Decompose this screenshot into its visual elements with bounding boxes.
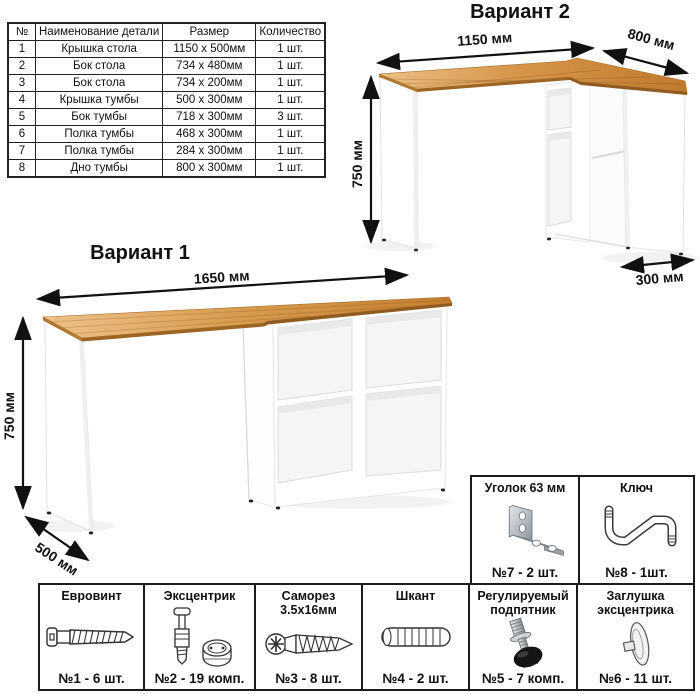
variant2-width-label: 1150 мм [456, 29, 513, 49]
hardware-count: №1 - 6 шт. [58, 671, 125, 686]
part-name: Полка тумбы [36, 126, 163, 143]
cam-cap-icon [613, 617, 659, 671]
hardware-title: Эксцентрик [163, 589, 236, 603]
table-row [8, 126, 325, 143]
variant1-height-label: 750 мм [1, 392, 17, 440]
part-qty: 1 шт. [256, 160, 326, 178]
hardware-title: Шкант [395, 589, 436, 603]
part-num: 8 [8, 160, 36, 178]
part-name: Полка тумбы [36, 143, 163, 160]
parts-table-header [8, 23, 325, 41]
hardware-bottom-row [38, 583, 695, 691]
table-row [8, 143, 325, 160]
variant2-return-label: 800 мм [626, 25, 677, 54]
variant1-drawing [1, 267, 470, 580]
cam-lock-icon [157, 603, 243, 671]
table-row [8, 58, 325, 75]
hardware-title: Заглушка эксцентрика [597, 589, 674, 617]
part-size: 468 x 300мм [163, 126, 256, 143]
part-qty: 1 шт. [256, 75, 326, 92]
part-num: 2 [8, 58, 36, 75]
part-name: Бок стола [36, 75, 163, 92]
header-name: Наименование детали [36, 23, 163, 41]
part-num: 4 [8, 92, 36, 109]
part-size: 1150 x 500мм [163, 41, 256, 58]
variant2-height-label: 750 мм [349, 140, 365, 188]
part-size: 718 x 300мм [163, 109, 256, 126]
part-name: Дно тумбы [36, 160, 163, 178]
hardware-count: №8 - 1шт. [605, 565, 668, 580]
table-row [8, 160, 325, 178]
variant2-depth-label: 300 мм [634, 267, 685, 289]
table-row [8, 109, 325, 126]
part-num: 5 [8, 109, 36, 126]
part-name: Бок тумбы [36, 109, 163, 126]
hardware-cell-hex-key [578, 475, 695, 585]
table-row [8, 75, 325, 92]
variant2-desk-top [379, 58, 687, 95]
part-qty: 3 шт. [256, 109, 326, 126]
table-row [8, 92, 325, 109]
hardware-cell-adjustable-foot [468, 583, 578, 691]
dowel-icon [376, 603, 456, 671]
hardware-top-cells [470, 475, 695, 585]
hardware-title: Уголок 63 мм [484, 481, 566, 495]
euro-screw-icon [45, 603, 139, 671]
header-num: № [8, 23, 36, 41]
part-num: 1 [8, 41, 36, 58]
hardware-cell-cam-lock [143, 583, 256, 691]
hardware-cell-euro-screw [38, 583, 145, 691]
variant1-width-label: 1650 мм [193, 267, 251, 287]
parts-table [7, 22, 326, 178]
part-size: 500 x 300мм [163, 92, 256, 109]
variant2-drawing [349, 25, 700, 290]
variant2-desk-body [366, 76, 698, 264]
table-row [8, 41, 325, 58]
variant1-title: Вариант 1 [90, 242, 190, 264]
hardware-title: Регулируемый подпятник [477, 589, 569, 617]
part-qty: 1 шт. [256, 41, 326, 58]
hardware-cell-cam-cap [576, 583, 695, 691]
self-tapping-screw-icon [263, 617, 355, 671]
hex-key-icon [593, 495, 681, 565]
part-num: 3 [8, 75, 36, 92]
part-size: 800 x 300мм [163, 160, 256, 178]
hardware-cell-dowel [361, 583, 470, 691]
adjustable-foot-icon [490, 617, 556, 671]
part-qty: 1 шт. [256, 143, 326, 160]
hardware-title: Саморез 3.5x16мм [280, 589, 337, 617]
variant2-title: Вариант 2 [470, 1, 570, 23]
hardware-cell-self-screw [254, 583, 363, 691]
hardware-count: №2 - 19 комп. [154, 671, 245, 686]
hardware-count: №4 - 2 шт. [382, 671, 449, 686]
part-size: 284 x 300мм [163, 143, 256, 160]
hardware-title: Евровинт [61, 589, 122, 603]
header-qty: Количество [256, 23, 326, 41]
corner-bracket-icon [480, 495, 570, 565]
hardware-cell-corner-bracket [470, 475, 580, 585]
part-num: 6 [8, 126, 36, 143]
part-size: 734 x 480мм [163, 58, 256, 75]
part-name: Крышка тумбы [36, 92, 163, 109]
hardware-count: №5 - 7 комп. [481, 671, 565, 686]
part-qty: 1 шт. [256, 58, 326, 75]
hardware-count: №3 - 8 шт. [275, 671, 342, 686]
hardware-count: №6 - 11 шт. [598, 671, 672, 686]
part-name: Бок стола [36, 58, 163, 75]
hardware-title: Ключ [619, 481, 654, 495]
header-size: Размер [163, 23, 256, 41]
part-name: Крышка стола [36, 41, 163, 58]
part-num: 7 [8, 143, 36, 160]
hardware-count: №7 - 2 шт. [491, 565, 559, 580]
part-qty: 1 шт. [256, 92, 326, 109]
part-size: 734 x 200мм [163, 75, 256, 92]
variant1-depth-label: 500 мм [32, 539, 82, 579]
part-qty: 1 шт. [256, 126, 326, 143]
